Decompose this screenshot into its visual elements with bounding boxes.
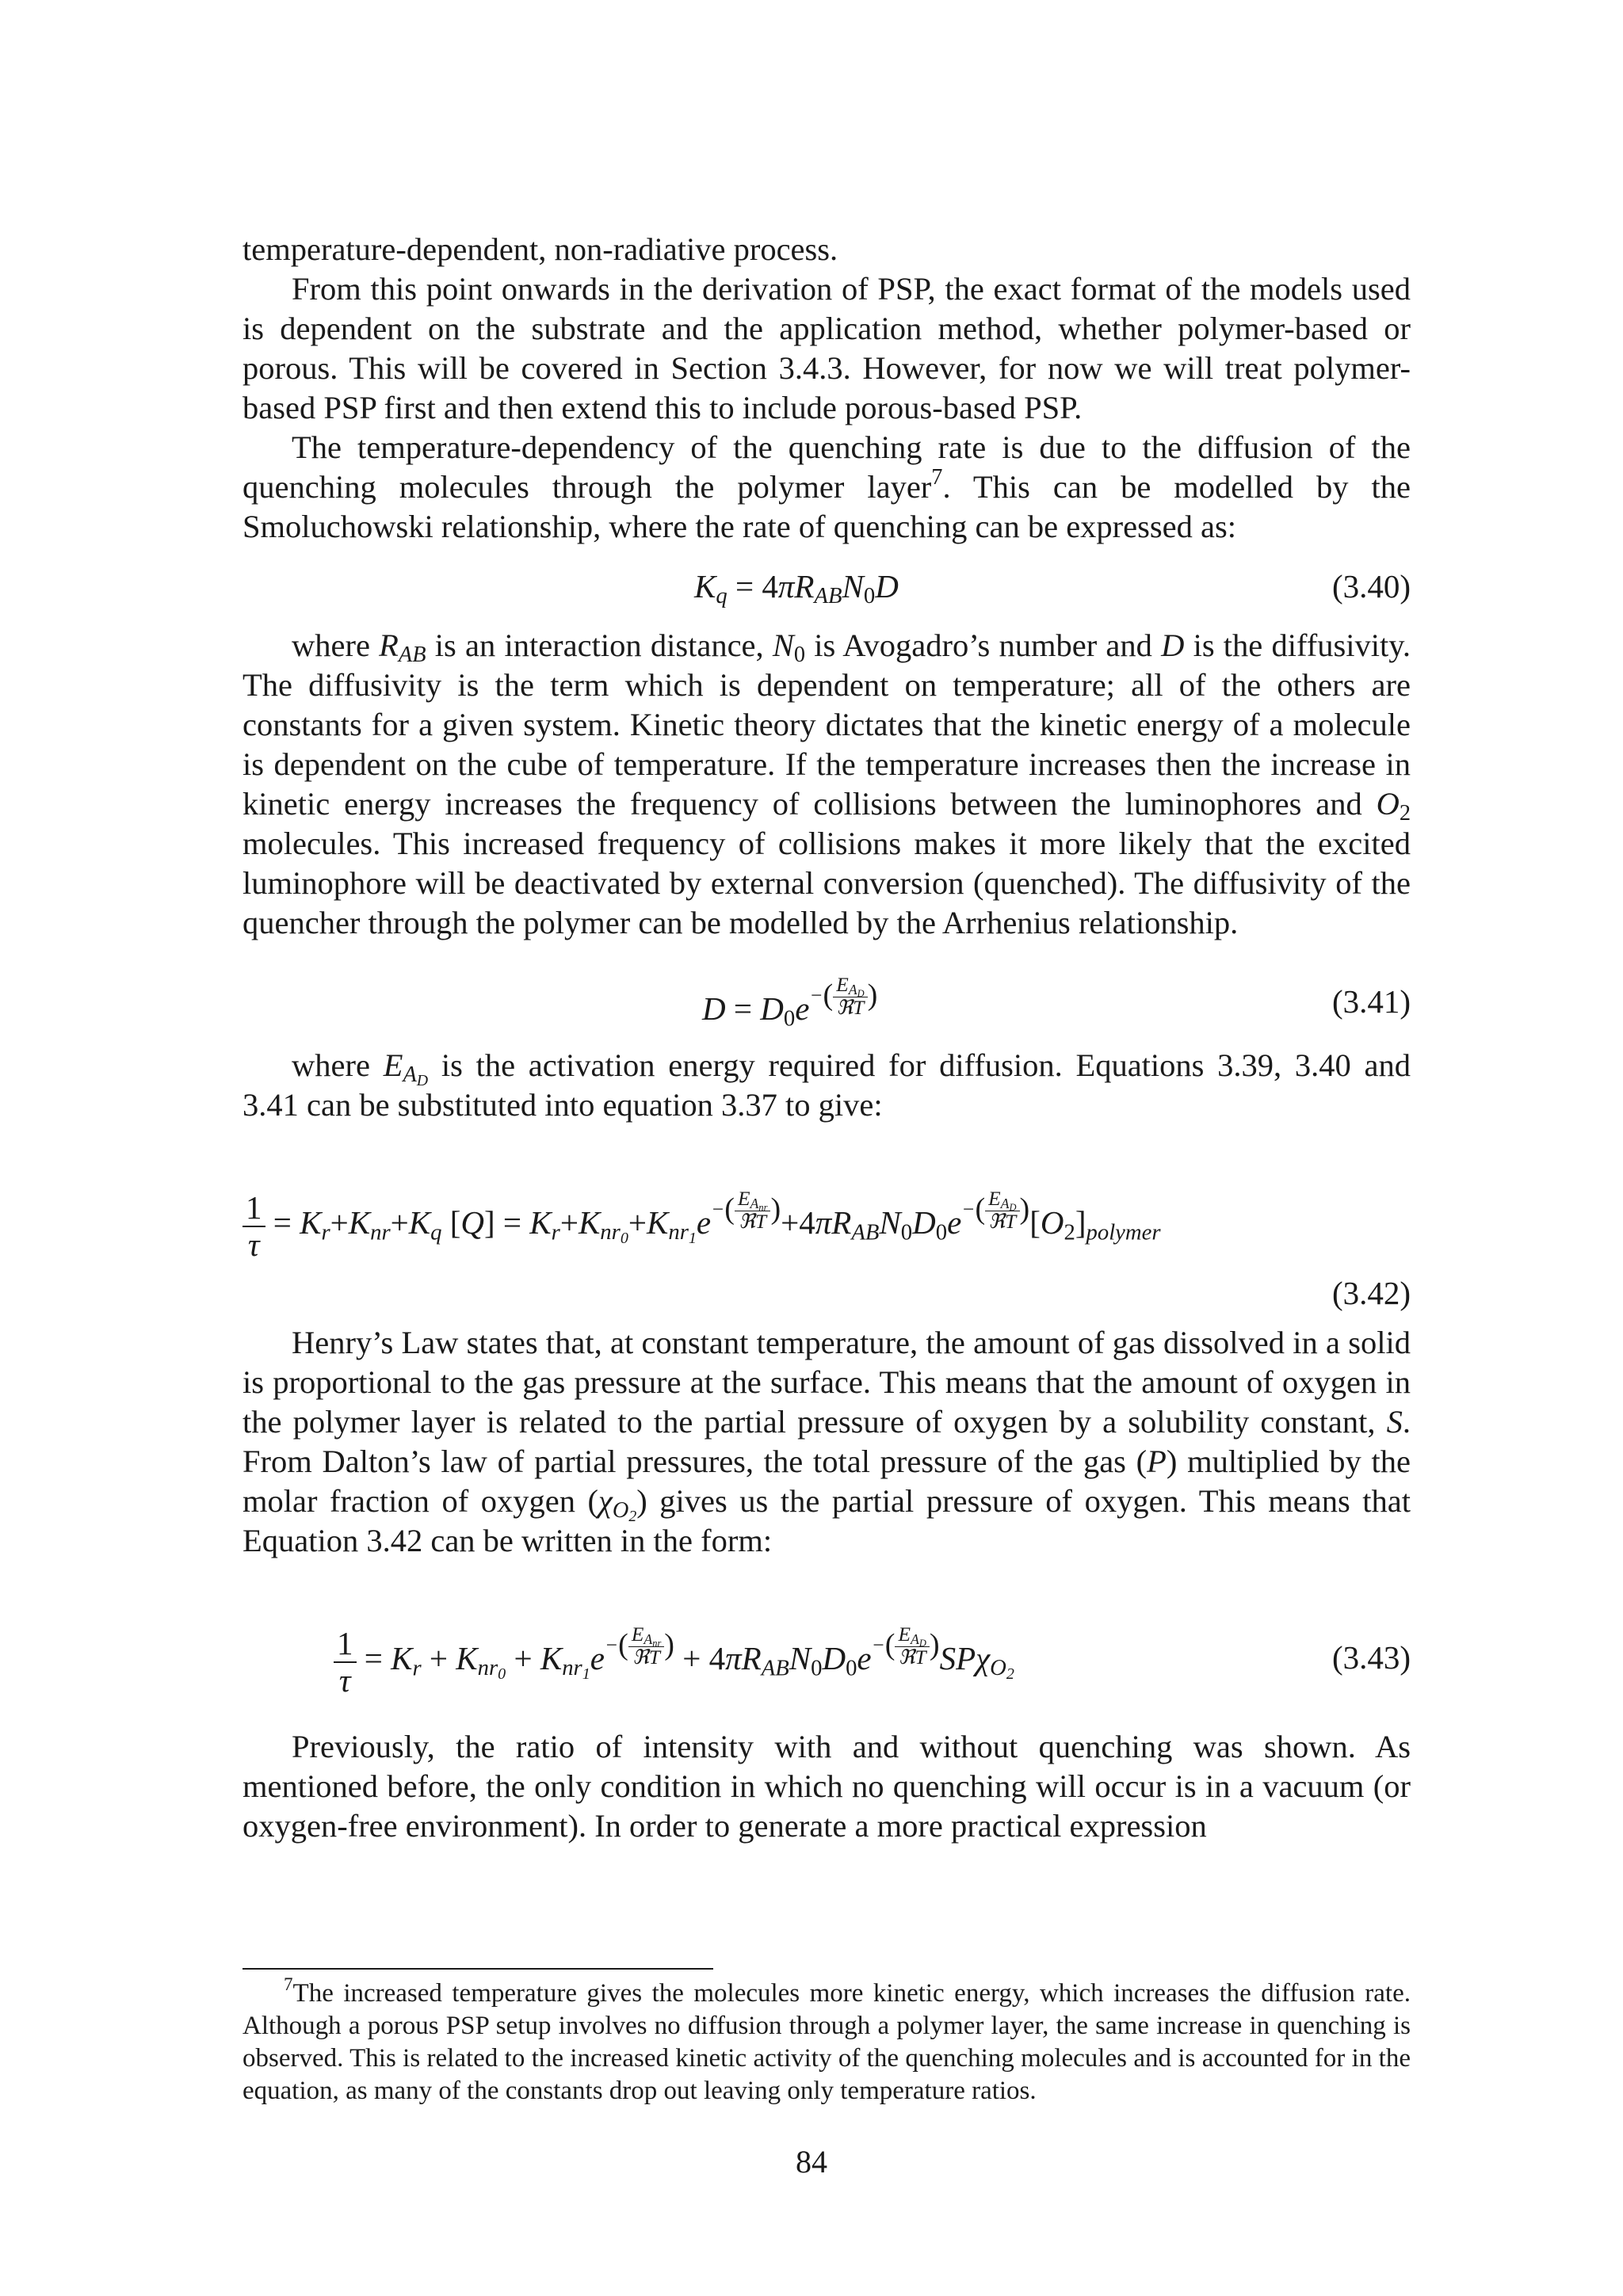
paragraph: From this point onwards in the derivation of PSP, the exact format of the models used is dependent on the substrate and the application method, whether polymer-based or porous. This will be covered in Section 3.4.3. However, for now we will treat polymer-based PSP first and then extend this to include porous-based PSP. xyxy=(242,271,1411,425)
text: The increased temperature gives the molecules more kinetic energy, which increases the diffusion rate. Although a porous PSP setup involves no diffusion through a polymer layer, the same increase in quenching is observed. This is related to the increased kinetic activity of the quenching molecules and is accounted for in the equation, as many of the constants drop out leaving only temperature ratios. xyxy=(242,1979,1411,2105)
equation-3-42 xyxy=(242,1125,1411,1323)
footnote-rule xyxy=(242,1968,713,1970)
text: is the diffusivity. The diffusivity is the term which is dependent on temperature; all of the others are constants for a given system. Kinetic theory dictates that the kinetic energy of a molecule is dependent on the cube of temperature. If the temperature increases then the increase in kinetic energy increases the frequency of collisions between the luminophores and xyxy=(242,627,1411,822)
text: . From Dalton’s law of partial pressures, the total pressure of the gas ( xyxy=(242,1404,1411,1479)
paragraph xyxy=(242,428,1411,547)
text: Henry’s Law states that, at constant temperature, the amount of gas dissolved in a solid is proportional to the gas pressure at the surface. This means that the amount of oxygen in the polymer layer is related to the partial pressure of oxygen by a solubility constant, xyxy=(242,1325,1411,1440)
text: is Avogadro’s number and xyxy=(805,627,1162,663)
equation-number: (3.41) xyxy=(1331,983,1411,1020)
text: . This can be modelled by the Smoluchowski relationship, where the rate of quenching can be expressed as: xyxy=(242,469,1411,544)
text: molecules. This increased frequency of collisions makes it more likely that the excited luminophore will be deactivated by external conversion (quenched). The diffusivity of the quencher through the polymer can be modelled by the Arrhenius relationship. xyxy=(242,826,1411,940)
paragraph: where $E_{A_D}$ is the activation energy required for diffusion. Equations 3.39, 3.40 and 3.41 can be substituted into equation 3.37 to give: xyxy=(242,1047,1411,1123)
text: where xyxy=(292,627,380,663)
footnote-text xyxy=(242,1974,1411,2107)
equation-number: (3.42) xyxy=(1331,1275,1411,1311)
text: The temperature-dependency of the quenching rate is due to the diffusion of the quenching molecules through the polymer layer xyxy=(242,429,1411,505)
paragraph: Previously, the ratio of intensity with and without quenching was shown. As mentioned before, the only condition in which no quenching will occur is in a vacuum (or oxygen-free environment). In order to generate a more practical expression xyxy=(242,1729,1411,1844)
page-body xyxy=(242,230,1411,1846)
footnote-marker: 7 xyxy=(931,465,943,490)
text: ) gives us the partial pressure of oxygen. This means that Equation 3.42 can be written in the form: xyxy=(242,1483,1411,1558)
equation-3-43 xyxy=(242,1561,1411,1727)
equation-3-40 xyxy=(242,547,1411,626)
paragraph: Henry’s Law states that, at constant temperature, the amount of gas dissolved in a solid is proportional to the gas pressure at the surface. This means that the amount of oxygen in the polymer layer is related to the partial pressure of oxygen by a solubility constant, S. From Dalton’s law of partial pressures, the total pressure of the gas (P) multiplied by the molar fraction of oxygen $(\chi_{O_2})$ gives us the partial pressure of oxygen. This means that Equation 3.42 can be written in the form: xyxy=(242,1325,1411,1558)
page-number: 84 xyxy=(796,2144,827,2180)
equation-body: $\frac{1}{\tau}$ = $K_r+K_{nr}+K_q$ $[Q] = K_r+K_{nr_0}+K_{nr_1}e-$( $\frac{E_{A_{nr}}}{\text{ℜT}}$ )$+4\pi R_{AB}N_0D_0e-$( $\frac{E_{A_D}}{\text{ℜT}}$ )$[O_2]_{polymer}$ xyxy=(242,1188,1161,1263)
paragraph: temperature-dependent, non-radiative process. xyxy=(242,231,838,267)
equation-3-41 xyxy=(242,943,1411,1046)
equation-number: (3.40) xyxy=(1331,568,1411,605)
footnote xyxy=(242,1974,1411,2107)
text: ) multiplied by the molar fraction of oxygen ( xyxy=(242,1444,1411,1519)
equation-body: $D = D_0e-$( $\frac{E_{A_D}}{\text{ℜT}}$ ) xyxy=(702,974,878,1032)
paragraph: where $R_{AB}$ is an interaction distance, $N_0$ is Avogadro’s number and D is the diffusivity. The diffusivity is the term which is dependent on temperature; all of the others are constants for a given system. Kinetic theory dictates that the kinetic energy of a molecule is dependent on the cube of temperature. If the temperature increases then the increase in kinetic energy increases the frequency of collisions between the luminophores and $O_2$ molecules. This increased frequency of collisions makes it more likely that the excited luminophore will be deactivated by external conversion (quenched). The diffusivity of the quencher through the polymer can be modelled by the Arrhenius relationship. xyxy=(242,627,1411,940)
equation-body: $K_q = 4\pi R_{AB}N_0D$ xyxy=(694,568,899,609)
text: is an interaction distance, xyxy=(426,627,773,663)
footnote-marker: 7 xyxy=(284,1974,293,1995)
equation-number: (3.43) xyxy=(1331,1639,1411,1676)
text: where xyxy=(292,1047,384,1083)
equation-body: $\frac{1}{\tau}$ = $K_r + K_{nr_0} + K_{nr_1}e-$( $\frac{E_{A_{nr}}}{\text{ℜT}}$ ) + $4\pi R_{AB}N_0D_0e-$( $\frac{E_{A_D}}{\text{ℜT}}$ )SPχ$_{O_2}$ xyxy=(334,1624,1014,1699)
text: is the activation energy required for diffusion. Equations 3.39, 3.40 and 3.41 can be substituted into equation 3.37 to give: xyxy=(242,1047,1411,1123)
